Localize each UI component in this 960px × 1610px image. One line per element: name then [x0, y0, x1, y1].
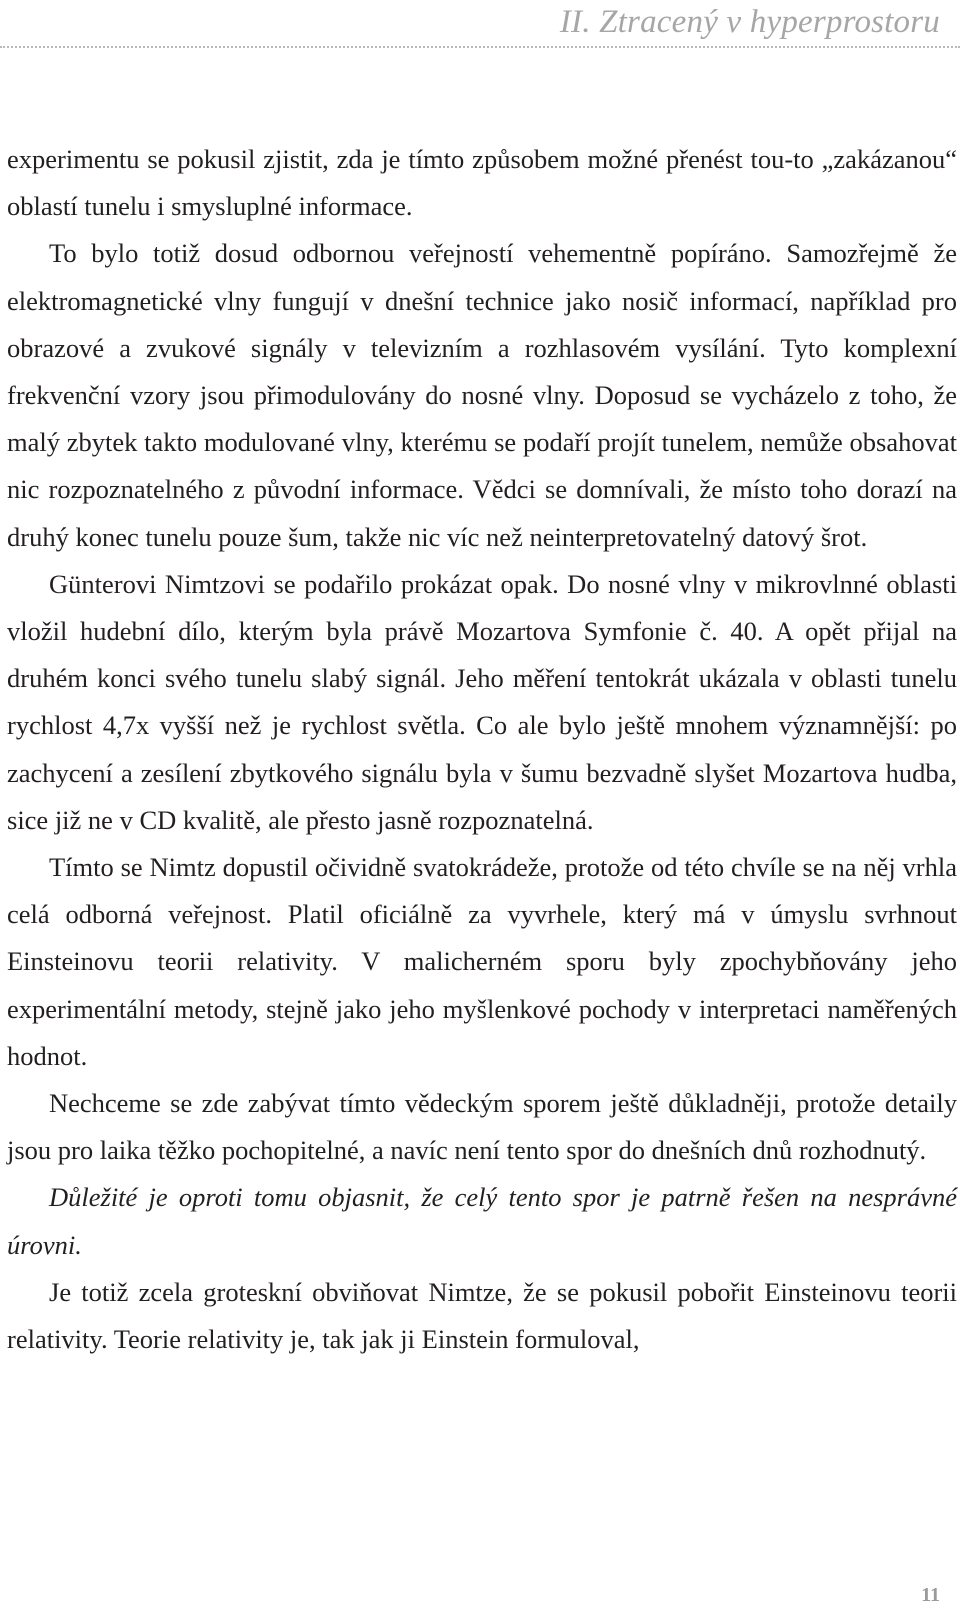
paragraph: To bylo totiž dosud odbornou veřejností vehementně popíráno. Samozřejmě že elektromagnetické vlny fungují v dnešní technice jako nosič informací, například pro obrazové a zvukové signály v televizním a rozhlasovém vysílání. Tyto komplexní frekvenční vzory jsou přimodulovány do nosné vlny. Doposud se vycházelo z toho, že malý zbytek takto modulované vlny, kterému se podaří projít tunelem, nemůže obsahovat nic rozpoznatelného z původní informace. Vědci se domnívali, že místo toho dorazí na druhý konec tunelu pouze šum, takže nic víc než neinterpretovatelný datový šrot. [7, 238, 957, 552]
paragraph: Tímto se Nimtz dopustil očividně svatokrádeže, protože od této chvíle se na něj vrhla celá odborná veřejnost. Platil oficiálně za vyvrhele, který má v úmyslu svrhnout Einsteinovu teorii relativity. V malicherném sporu byly zpochybňovány jeho experimentální metody, stejně jako jeho myšlenkové pochody v interpretaci naměřených hodnot. [7, 852, 957, 1071]
page-body [7, 136, 957, 1363]
paragraph: Je totiž zcela groteskní obviňovat Nimtze, že se pokusil pobořit Einsteinovu teorii relativity. Teorie relativity je, tak jak ji Einstein formuloval, [7, 1276, 957, 1355]
header-dotted-rule [0, 46, 960, 48]
page-number: 11 [921, 1584, 940, 1606]
paragraph: Günterovi Nimtzovi se podařilo prokázat opak. Do nosné vlny v mikrovlnné oblasti vložil hudební dílo, kterým byla právě Mozartova Symfonie č. 40. A opět přijal na druhém konci svého tunelu slabý signál. Jeho měření tentokrát ukázala v oblasti tunelu rychlost 4,7x vyšší než je rychlost světla. Co ale bylo ještě mnohem významnější: po zachycení a zesílení zbytkového signálu byla v šumu bezvadně slyšet Mozartova hudba, sice již ne v CD kvalitě, ale přesto jasně rozpoznatelná. [7, 568, 957, 835]
running-header [0, 0, 960, 50]
paragraph-continuation: experimentu se pokusil zjistit, zda je tímto způsobem možné přenést tou-to „zakázanou“ oblastí tunelu i smysluplné informace. [7, 144, 957, 222]
paragraph-emphasis: Důležité je oproti tomu objasnit, že celý tento spor je patrně řešen na nesprávné úrovni. [7, 1182, 957, 1260]
paragraph: Nechceme se zde zabývat tímto vědeckým sporem ještě důkladněji, protože detaily jsou pro laika těžko pochopitelné, a navíc není tento spor do dnešních dnů rozhodnutý. [7, 1088, 957, 1166]
running-title: II. Ztracený v hyperprostoru [559, 4, 940, 40]
